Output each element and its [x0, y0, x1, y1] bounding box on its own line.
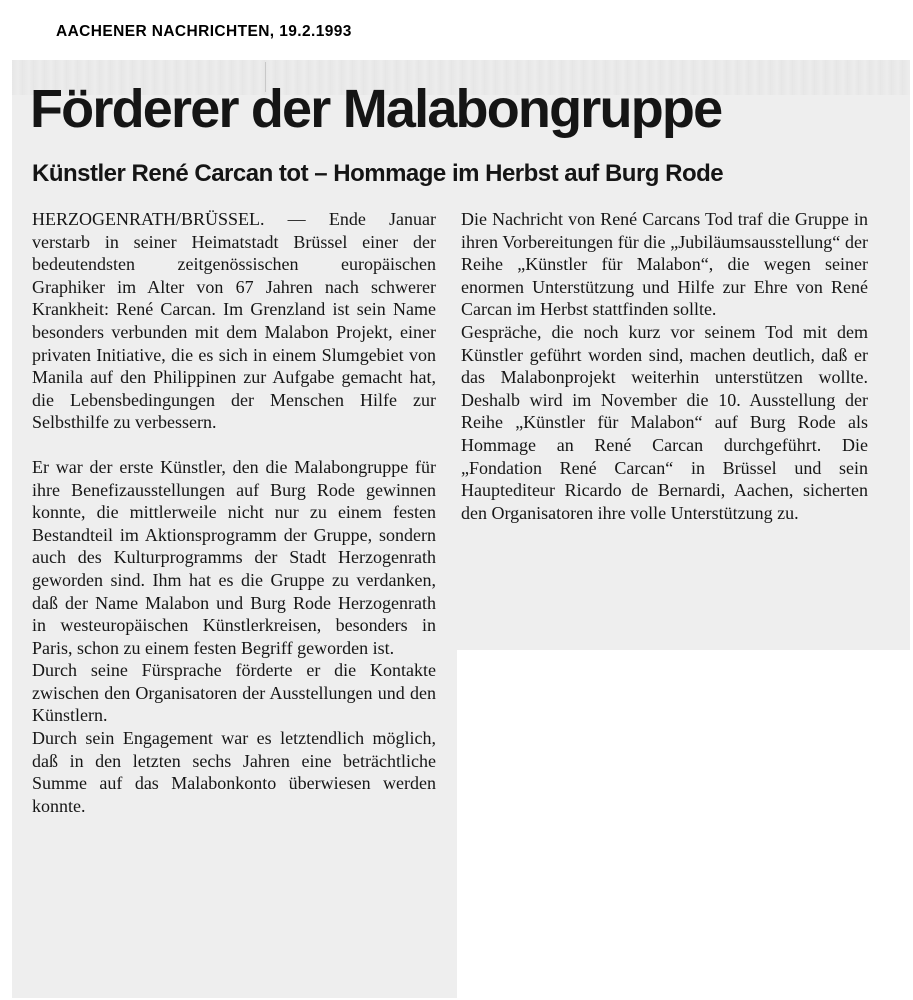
- article-subheadline: Künstler René Carcan tot – Hommage im Herbst auf Burg Rode: [32, 160, 724, 187]
- article-column-right: [461, 208, 868, 524]
- article-paragraph: Gespräche, die noch kurz vor seinem Tod mit dem Künstler geführt worden sind, machen deutlich, daß er das Malabonprojekt weiterhin unterstützen wollte. Deshalb wird im November die 10. Ausstellung der Reihe „Künstler für Malabon“ auf Burg Rode als Hommage an René Carcan durchgeführt. Die „Fondation René Carcan“ in Brüssel und sein Hauptediteur Ricardo de Bernardi, Aachen, sicherten den Organisatoren ihre volle Unterstützung zu.: [461, 321, 868, 523]
- newspaper-source-date: AACHENER NACHRICHTEN, 19.2.1993: [56, 23, 352, 40]
- article-paragraph: Durch sein Engagement war es letztendlich möglich, daß in den letzten sechs Jahren eine beträchtliche Summe auf das Malabonkonto überwiesen werden konnte.: [32, 728, 436, 816]
- article-paragraph: HERZOGENRATH/BRÜSSEL. — Ende Januar verstarb in seiner Heimatstadt Brüssel einer der bedeutendsten zeitgenössischen europäischen Graphiker im Alter von 67 Jahren nach schwerer Krankheit: René Carcan. Im Grenzland ist sein Name besonders verbunden mit dem Malabon Projekt, einer privaten Initiative, die es sich in einem Slumgebiet von Manila auf den Philippinen zur Aufgabe gemacht hat, die Lebensbedingungen der Menschen Hilfe zur Selbsthilfe zu verbessern.: [32, 209, 436, 433]
- article-column-left: [32, 208, 436, 817]
- clipping-cutout-area: [457, 650, 910, 1000]
- article-paragraph: Durch seine Fürsprache förderte er die Kontakte zwischen den Organisatoren der Ausstellungen und den Künstlern.: [32, 660, 436, 726]
- article-headline: Förderer der Malabongruppe: [30, 79, 722, 139]
- article-paragraph: Die Nachricht von René Carcans Tod traf die Gruppe in ihren Vorbereitungen für die „Jubiläumsausstellung“ der Reihe „Künstler für Malabon“, die wegen seiner enormen Unterstützung und Hilfe zur Ehre von René Carcan im Herbst stattfinden sollte.: [461, 209, 868, 320]
- article-paragraph: Er war der erste Künstler, den die Malabongruppe für ihre Benefizausstellungen auf Burg Rode gewinnen konnte, die mittlerweile nicht nur zu einem festen Bestandteil im Aktionsprogramm der Gruppe, sondern auch des Kulturprogramms der Stadt Herzogenrath geworden sind. Ihm hat es die Gruppe zu verdanken, daß der Name Malabon und Burg Rode Herzogenrath in westeuropäischen Künstlerkreisen, besonders in Paris, schon zu einem festen Begriff geworden ist.: [32, 456, 436, 658]
